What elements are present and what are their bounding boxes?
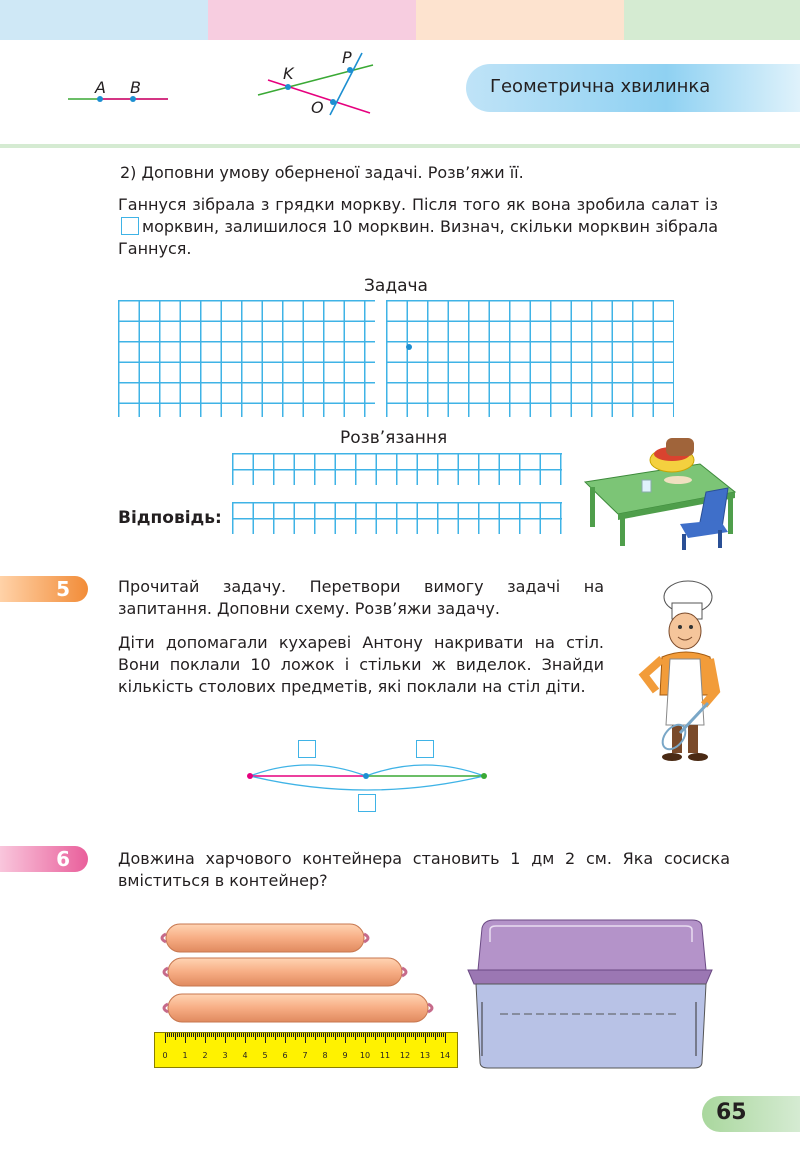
ruler-label: 10 (359, 1051, 371, 1060)
ruler-tick (379, 1033, 380, 1037)
ruler-tick (293, 1033, 294, 1037)
ruler-tick (393, 1033, 394, 1037)
geometry-figures (0, 40, 420, 140)
label-a: A (95, 78, 106, 97)
ruler-tick (309, 1033, 310, 1037)
sausages-illustration (150, 918, 450, 1036)
ruler-label: 5 (262, 1051, 268, 1060)
ruler-tick (385, 1033, 386, 1043)
ruler-tick (373, 1033, 374, 1037)
strip-blue (0, 0, 208, 40)
ruler-tick (169, 1033, 170, 1037)
ruler-tick (441, 1033, 442, 1037)
ruler-tick (225, 1033, 226, 1043)
ruler-label: 4 (242, 1051, 248, 1060)
ruler-tick (445, 1033, 446, 1043)
ruler-tick (187, 1033, 188, 1037)
ruler-tick (189, 1033, 190, 1037)
ruler-tick (423, 1033, 424, 1037)
ruler-tick (283, 1033, 284, 1037)
problem-grid-right[interactable] (386, 300, 674, 417)
ruler-label: 12 (399, 1051, 411, 1060)
ruler-tick (387, 1033, 388, 1037)
ruler-ticks (155, 1033, 457, 1067)
answer-grid[interactable] (232, 502, 562, 534)
ruler-tick (237, 1033, 238, 1037)
ruler-tick (229, 1033, 230, 1037)
ruler-tick (207, 1033, 208, 1037)
ruler-tick (421, 1033, 422, 1037)
sausage-1 (166, 924, 364, 952)
page-number: 65 (716, 1100, 747, 1125)
sausage-2 (168, 958, 402, 986)
ruler-label: 2 (202, 1051, 208, 1060)
ruler-tick (247, 1033, 248, 1037)
ruler-tick (191, 1033, 192, 1037)
ruler-tick (353, 1033, 354, 1037)
grid-dot (406, 344, 412, 350)
ruler-tick (223, 1033, 224, 1037)
banner-title: Геометрична хвилинка (490, 76, 711, 97)
strip-pink (208, 0, 416, 40)
ruler-tick (435, 1033, 436, 1040)
ruler-tick (361, 1033, 362, 1037)
ruler-tick (415, 1033, 416, 1040)
ruler-tick (185, 1033, 186, 1043)
ruler-tick (391, 1033, 392, 1037)
ruler-tick (371, 1033, 372, 1037)
scheme-arc-left (250, 765, 366, 776)
ruler-tick (427, 1033, 428, 1037)
ruler-tick (287, 1033, 288, 1037)
ruler-tick (383, 1033, 384, 1037)
ruler-tick (327, 1033, 328, 1037)
ruler-tick (217, 1033, 218, 1037)
ruler-tick (257, 1033, 258, 1037)
ruler-tick (439, 1033, 440, 1037)
ruler-tick (211, 1033, 212, 1037)
ruler-tick (275, 1033, 276, 1040)
chef-illustration (620, 575, 730, 765)
ruler-tick (381, 1033, 382, 1037)
scheme-arc-right (366, 765, 484, 776)
ruler-tick (307, 1033, 308, 1037)
ruler-tick (339, 1033, 340, 1037)
ruler-tick (419, 1033, 420, 1037)
ruler-tick (299, 1033, 300, 1037)
ruler-tick (375, 1033, 376, 1040)
ruler-tick (403, 1033, 404, 1037)
ruler-tick (277, 1033, 278, 1037)
table-illustration (580, 432, 740, 552)
ruler-tick (215, 1033, 216, 1040)
ruler-tick (401, 1033, 402, 1037)
ruler-tick (359, 1033, 360, 1037)
ruler-tick (397, 1033, 398, 1037)
strip-green (624, 0, 800, 40)
task6-number-tab: 6 (0, 846, 88, 872)
scheme-box-left[interactable] (298, 740, 316, 758)
ruler-tick (367, 1033, 368, 1037)
task5-number-tab: 5 (0, 576, 88, 602)
point-o (330, 99, 336, 105)
ruler-tick (333, 1033, 334, 1037)
ruler-tick (337, 1033, 338, 1037)
ruler-label: 1 (182, 1051, 188, 1060)
ruler-tick (433, 1033, 434, 1037)
ruler-tick (183, 1033, 184, 1037)
ruler-tick (369, 1033, 370, 1037)
ruler-tick (273, 1033, 274, 1037)
label-o: O (311, 98, 324, 117)
blank-box[interactable] (121, 217, 139, 235)
ruler-tick (335, 1033, 336, 1040)
ruler (154, 1032, 458, 1068)
ruler-tick (261, 1033, 262, 1037)
ruler-label: 14 (439, 1051, 451, 1060)
ruler-tick (269, 1033, 270, 1037)
task5-problem: Діти допомагали кухареві Антону накривати на стіл. Вони поклали 10 ложок і стільки ж виделок. Знайди кількість столових предметів, які поклали на стіл діти. (118, 633, 604, 696)
label-k: K (283, 64, 294, 83)
task4-problem-part2: морквин, залишилося 10 морквин. Визнач, скільки морквин зібрала Ганнуся. (118, 217, 718, 258)
point-k (285, 84, 291, 90)
ruler-tick (267, 1033, 268, 1037)
ruler-tick (181, 1033, 182, 1037)
ruler-tick (425, 1033, 426, 1043)
ruler-tick (317, 1033, 318, 1037)
ruler-tick (209, 1033, 210, 1037)
ruler-tick (349, 1033, 350, 1037)
ruler-tick (253, 1033, 254, 1037)
ruler-tick (193, 1033, 194, 1037)
ruler-tick (239, 1033, 240, 1037)
ruler-tick (331, 1033, 332, 1037)
ruler-tick (205, 1033, 206, 1043)
ruler-tick (289, 1033, 290, 1037)
ruler-tick (409, 1033, 410, 1037)
ruler-label: 8 (322, 1051, 328, 1060)
ruler-tick (213, 1033, 214, 1037)
ruler-label: 6 (282, 1051, 288, 1060)
container-illustration (460, 912, 720, 1072)
ruler-label: 13 (419, 1051, 431, 1060)
heading-problem: Задача (364, 276, 428, 296)
ruler-tick (319, 1033, 320, 1037)
ruler-tick (235, 1033, 236, 1040)
ruler-tick (315, 1033, 316, 1040)
ruler-tick (411, 1033, 412, 1037)
ruler-tick (303, 1033, 304, 1037)
ruler-tick (173, 1033, 174, 1037)
ruler-tick (347, 1033, 348, 1037)
ruler-tick (407, 1033, 408, 1037)
heading-solution: Розв’язання (340, 428, 448, 448)
ruler-tick (355, 1033, 356, 1040)
ruler-tick (343, 1033, 344, 1037)
header-bottom-line (0, 144, 800, 148)
ruler-label: 7 (302, 1051, 308, 1060)
ruler-tick (279, 1033, 280, 1037)
ruler-label: 3 (222, 1051, 228, 1060)
ruler-tick (285, 1033, 286, 1043)
ruler-tick (245, 1033, 246, 1043)
ruler-tick (405, 1033, 406, 1043)
ruler-tick (199, 1033, 200, 1037)
ruler-tick (195, 1033, 196, 1040)
ruler-tick (363, 1033, 364, 1037)
ruler-tick (203, 1033, 204, 1037)
ruler-tick (197, 1033, 198, 1037)
ruler-tick (305, 1033, 306, 1043)
problem-grid-left[interactable] (118, 300, 375, 417)
ruler-tick (323, 1033, 324, 1037)
ruler-tick (265, 1033, 266, 1043)
ruler-tick (179, 1033, 180, 1037)
ruler-tick (233, 1033, 234, 1037)
ruler-label: 9 (342, 1051, 348, 1060)
ruler-tick (231, 1033, 232, 1037)
label-b: B (130, 78, 141, 97)
ruler-tick (291, 1033, 292, 1037)
task4-instruction: 2) Доповни умову оберненої задачі. Розв’яжи її. (120, 163, 524, 182)
ruler-tick (165, 1033, 166, 1043)
point-p (347, 67, 353, 73)
ruler-tick (175, 1033, 176, 1040)
line-kp (258, 65, 373, 95)
task4-problem (118, 194, 718, 260)
ruler-tick (351, 1033, 352, 1037)
answer-label: Відповідь: (118, 508, 222, 528)
ruler-tick (243, 1033, 244, 1037)
ruler-tick (311, 1033, 312, 1037)
ruler-tick (251, 1033, 252, 1037)
task6-problem: Довжина харчового контейнера становить 1 дм 2 см. Яка сосиска вміститься в контейнер? (118, 849, 730, 890)
ruler-tick (249, 1033, 250, 1037)
ruler-tick (357, 1033, 358, 1037)
task5-instruction: Прочитай задачу. Перетвори вимогу задачі на запитання. Доповни схему. Розв’яжи задачу. (118, 577, 604, 618)
ruler-label: 0 (162, 1051, 168, 1060)
ruler-label: 11 (379, 1051, 391, 1060)
ruler-tick (281, 1033, 282, 1037)
strip-orange (416, 0, 624, 40)
ruler-tick (219, 1033, 220, 1037)
ruler-tick (227, 1033, 228, 1037)
ruler-tick (443, 1033, 444, 1037)
ruler-tick (241, 1033, 242, 1037)
ruler-tick (365, 1033, 366, 1043)
ruler-tick (329, 1033, 330, 1037)
ruler-tick (429, 1033, 430, 1037)
ruler-tick (259, 1033, 260, 1037)
ruler-tick (255, 1033, 256, 1040)
ruler-tick (413, 1033, 414, 1037)
header-strip (0, 0, 800, 40)
ruler-tick (167, 1033, 168, 1037)
ruler-tick (313, 1033, 314, 1037)
ruler-tick (321, 1033, 322, 1037)
ruler-tick (263, 1033, 264, 1037)
solution-grid[interactable] (232, 453, 562, 485)
ruler-tick (389, 1033, 390, 1037)
ruler-tick (297, 1033, 298, 1037)
label-p: P (342, 48, 352, 67)
ruler-tick (377, 1033, 378, 1037)
ruler-tick (201, 1033, 202, 1037)
ruler-tick (399, 1033, 400, 1037)
task4-problem-part1: Ганнуся зібрала з грядки моркву. Після того як вона зробила салат із (118, 195, 718, 214)
ruler-tick (295, 1033, 296, 1040)
ruler-tick (341, 1033, 342, 1037)
ruler-tick (345, 1033, 346, 1043)
ruler-tick (301, 1033, 302, 1037)
ruler-tick (395, 1033, 396, 1040)
ruler-tick (271, 1033, 272, 1037)
ruler-tick (221, 1033, 222, 1037)
ruler-tick (177, 1033, 178, 1037)
ruler-tick (431, 1033, 432, 1037)
ruler-tick (325, 1033, 326, 1043)
scheme-box-right[interactable] (416, 740, 434, 758)
ruler-tick (171, 1033, 172, 1037)
sausage-3 (168, 994, 428, 1022)
scheme-box-bottom[interactable] (358, 794, 376, 812)
ruler-tick (417, 1033, 418, 1037)
ruler-tick (437, 1033, 438, 1037)
